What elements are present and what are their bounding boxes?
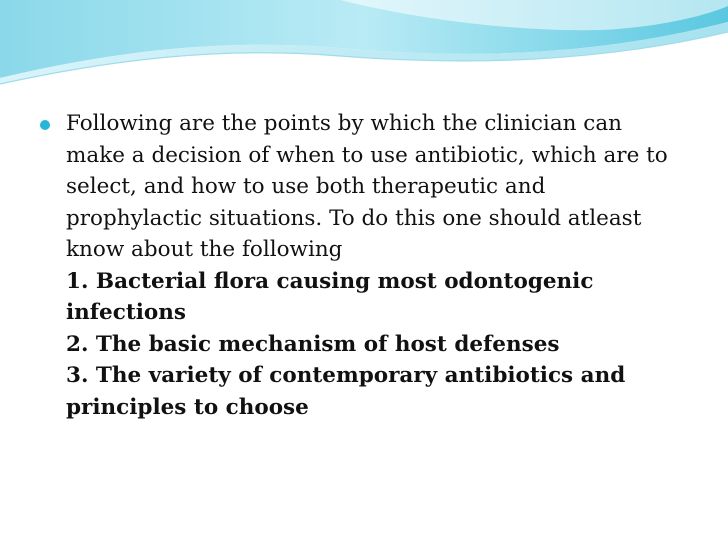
intro-text: Following are the points by which the clinician can make a decision of when to use antibiotic, which are to select, and how to use both therapeutic and prophylactic situations. To do this one should atleast know about the following (66, 111, 668, 262)
point-3: 3. The variety of contemporary antibiotics and principles to choose (66, 363, 626, 420)
header-wave-decoration (0, 0, 728, 90)
point-2: 2. The basic mechanism of host defenses (66, 331, 560, 357)
filled-circle-bullet-icon (40, 120, 50, 130)
point-1: 1. Bacterial flora causing most odontogenic infections (66, 268, 594, 325)
bullet-item (40, 108, 680, 423)
slide-body (40, 108, 680, 423)
